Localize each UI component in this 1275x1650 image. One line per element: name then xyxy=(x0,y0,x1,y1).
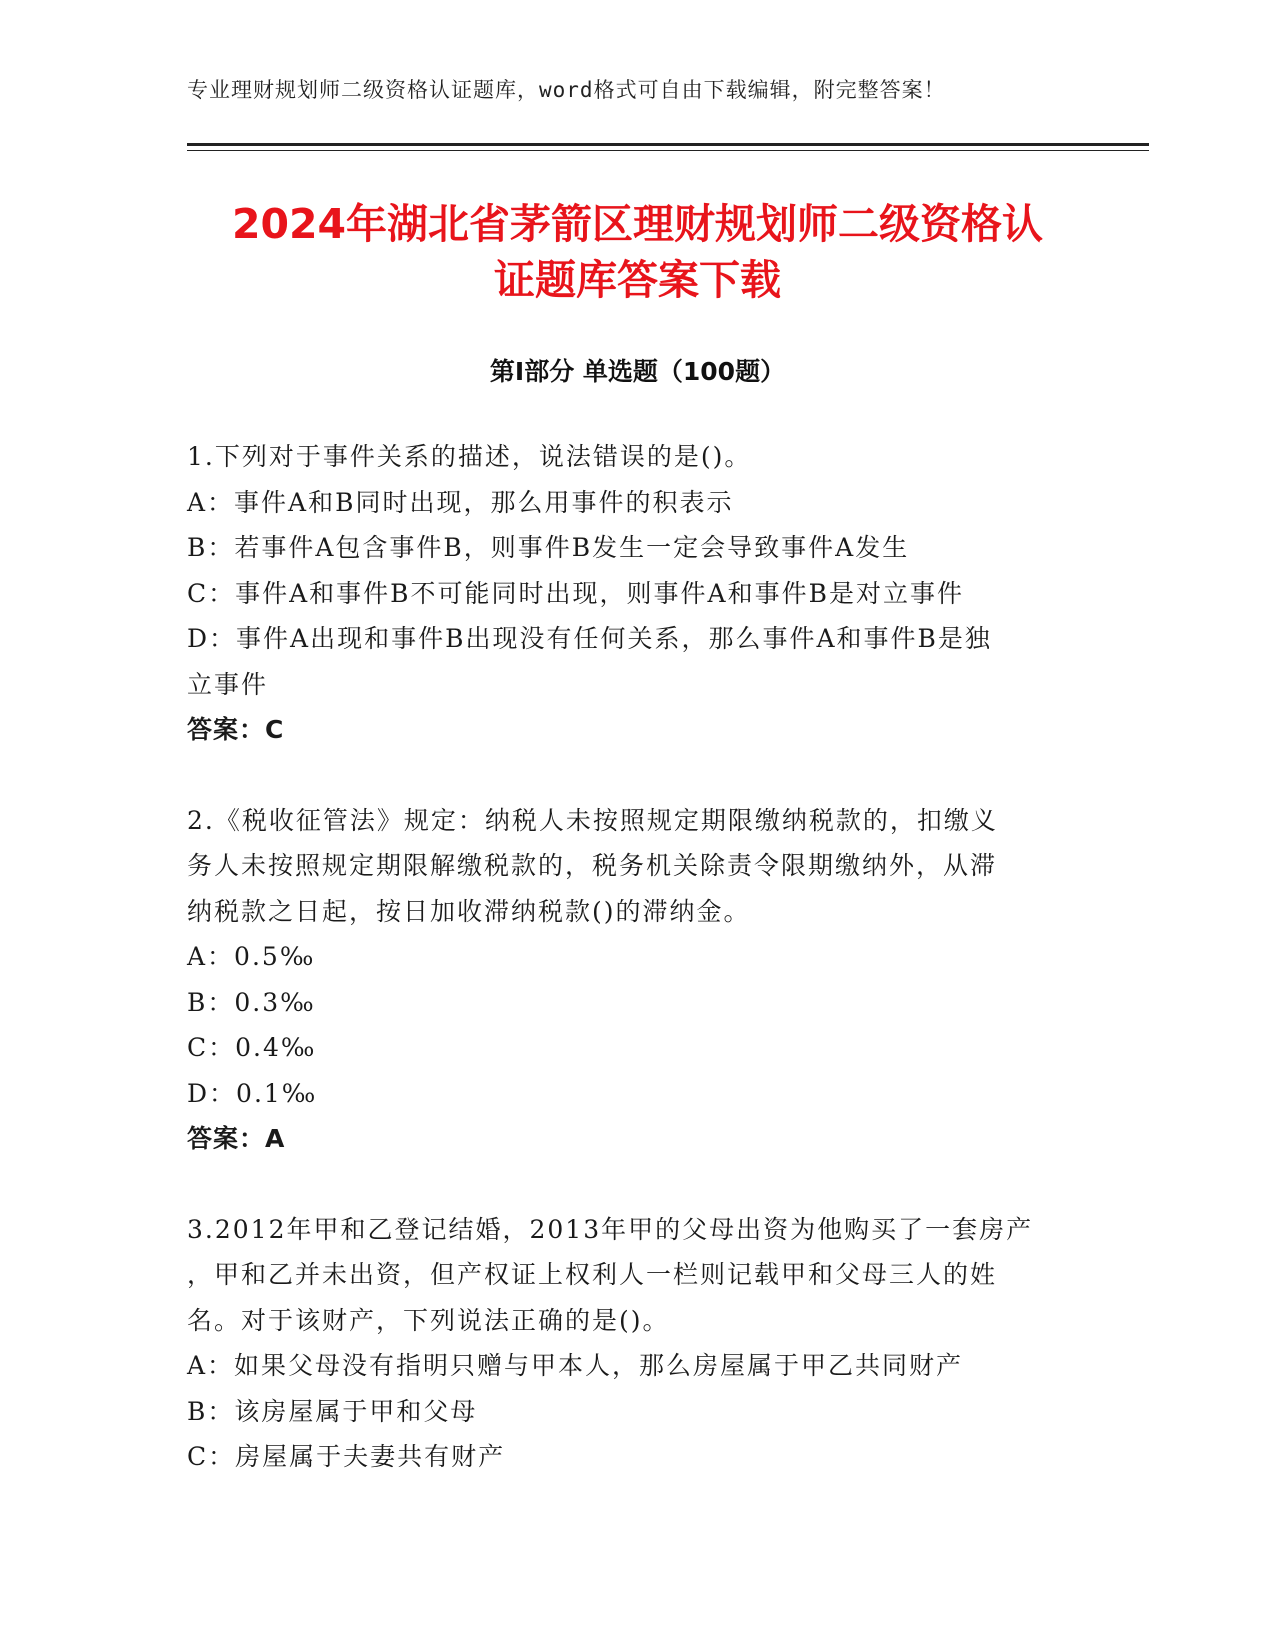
question-3-stem-line-1: 3.2012年甲和乙登记结婚，2013年甲的父母出资为他购买了一套房产 xyxy=(187,1214,1034,1244)
question-2-option-c: C：0.4‰ xyxy=(187,1033,317,1062)
question-3-stem-line-2: ，甲和乙并未出资，但产权证上权利人一栏则记载甲和父母三人的姓 xyxy=(187,1260,998,1289)
header-divider-thick xyxy=(187,143,1149,146)
question-1-answer: 答案：C xyxy=(187,715,285,744)
document-title xyxy=(150,196,1125,308)
question-2-option-b: B：0.3‰ xyxy=(187,987,316,1017)
header-note: 专业理财规划师二级资格认证题库，word格式可自由下载编辑，附完整答案！ xyxy=(187,78,946,102)
question-3 xyxy=(187,1207,1077,1480)
question-1-option-b: B：若事件A包含事件B，则事件B发生一定会导致事件A发生 xyxy=(187,533,910,562)
question-2-option-a: A：0.5‰ xyxy=(187,942,316,971)
question-list xyxy=(187,434,1077,1525)
question-1-option-d-continued: 立事件 xyxy=(187,669,269,699)
question-1-option-c: C：事件A和事件B不可能同时出现，则事件A和事件B是对立事件 xyxy=(187,578,964,608)
question-3-option-b: B：该房屋属于甲和父母 xyxy=(187,1396,478,1426)
question-1-stem-line-1: 1.下列对于事件关系的描述，说法错误的是()。 xyxy=(187,442,752,471)
section-title: 第Ⅰ部分 单选题（100题） xyxy=(489,357,786,386)
question-1 xyxy=(187,434,1077,753)
document-title-line-1: 2024年湖北省茅箭区理财规划师二级资格认 xyxy=(231,200,1044,248)
document-title-line-2: 证题库答案下载 xyxy=(494,256,781,304)
question-1-option-a: A：事件A和B同时出现，那么用事件的积表示 xyxy=(187,487,734,517)
question-3-option-c: C：房屋属于夫妻共有财产 xyxy=(187,1442,506,1471)
question-2-option-d: D：0.1‰ xyxy=(187,1078,318,1108)
question-3-option-a: A：如果父母没有指明只赠与甲本人，那么房屋属于甲乙共同财产 xyxy=(187,1351,964,1380)
question-2-stem-line-1: 2.《税收征管法》规定：纳税人未按照规定期限缴纳税款的，扣缴义 xyxy=(187,805,998,835)
question-1-option-d: D：事件A出现和事件B出现没有任何关系，那么事件A和事件B是独 xyxy=(187,624,992,653)
question-2-stem-line-3: 纳税款之日起，按日加收滞纳税款()的滞纳金。 xyxy=(187,896,751,926)
question-2-answer: 答案：A xyxy=(187,1124,286,1153)
question-2-stem-line-2: 务人未按照规定期限解缴税款的，税务机关除责令限期缴纳外，从滞 xyxy=(187,851,998,880)
header-divider-thin xyxy=(187,150,1149,151)
question-3-stem-line-3: 名。对于该财产，下列说法正确的是()。 xyxy=(187,1305,670,1335)
question-2 xyxy=(187,798,1077,1162)
